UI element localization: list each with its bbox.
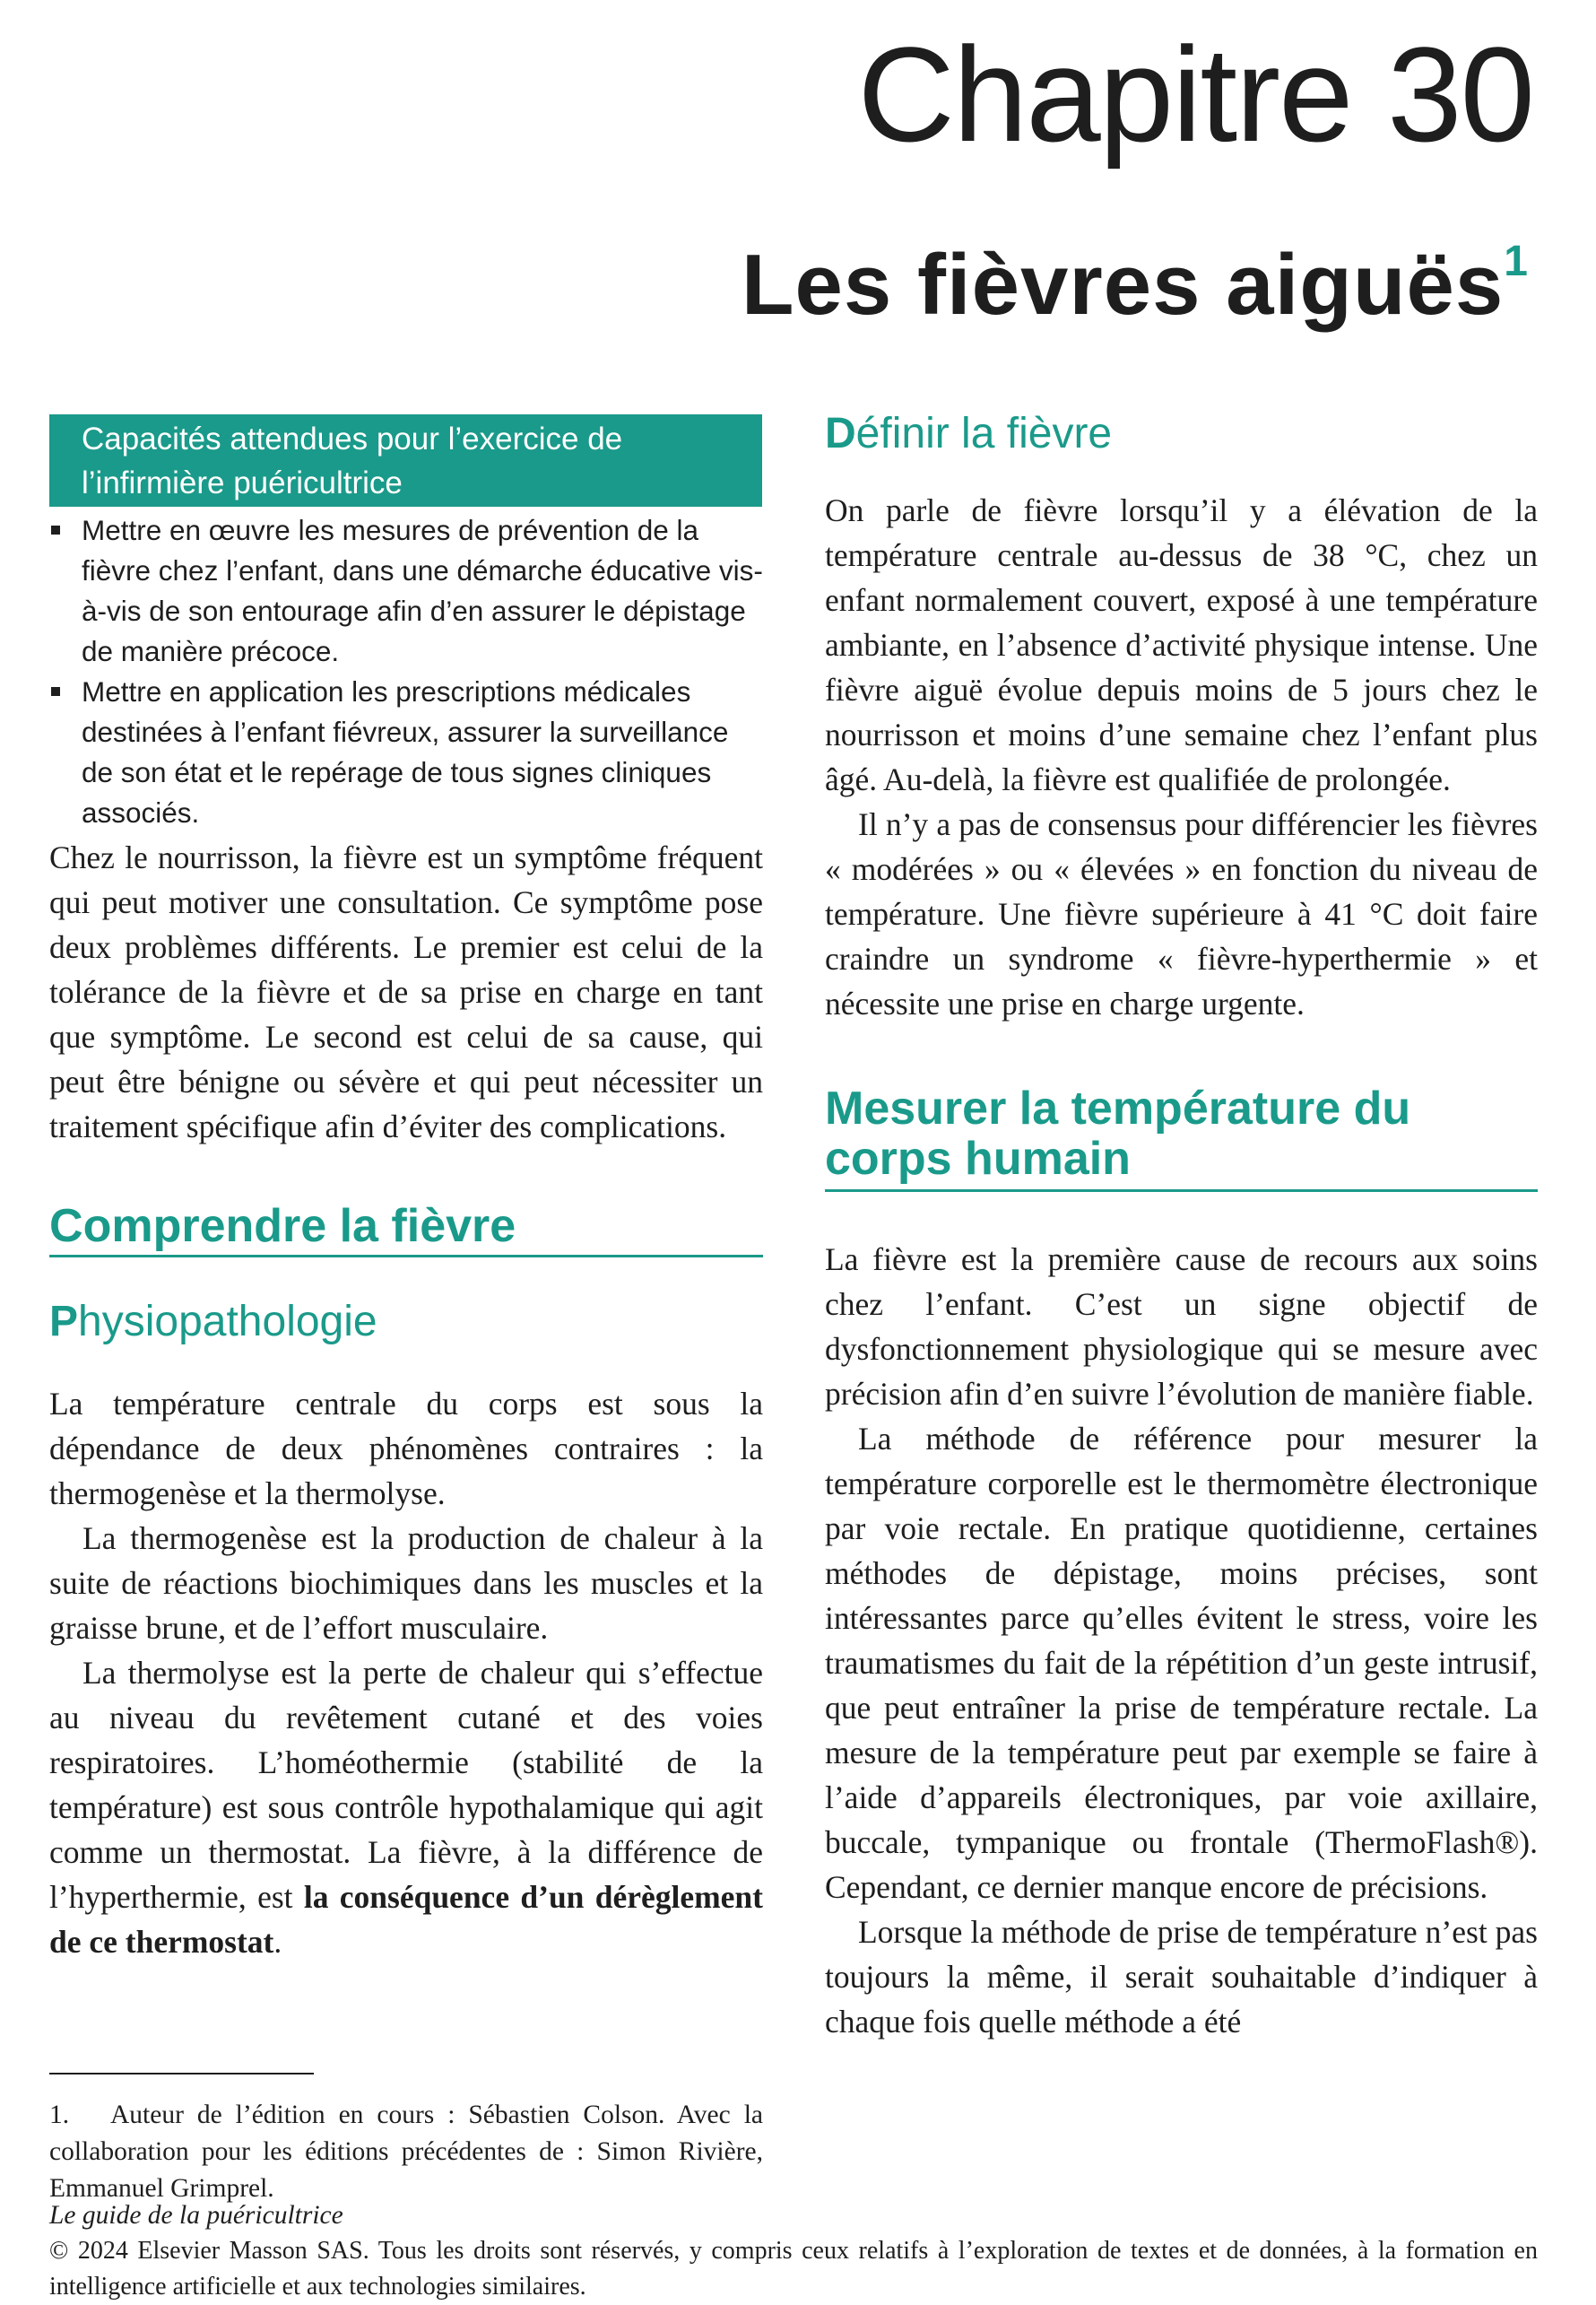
heading-initial: C: [49, 1200, 83, 1252]
chapter-title: [741, 237, 1529, 333]
footnote-divider: [49, 2073, 314, 2074]
chapter-title-text: Les fièvres aiguës: [741, 237, 1505, 333]
footnote-ref[interactable]: 1: [1504, 237, 1529, 285]
paragraph-text: La thermolyse est la perte de chaleur qui s’effectue au niveau du revêtement cutané et des voies respiratoires. L’homéothermie (stabilité de la température) est sous contrôle hypothalamique qui agit comme un thermostat. La fièvre, à la différence de l’hyperthermie, est: [49, 1655, 763, 1915]
section-heading-definir: [825, 409, 1538, 459]
heading-initial: P: [49, 1298, 79, 1345]
left-column: [49, 414, 763, 1964]
footnote-text: Auteur de l’édition en cours : Sébastien Colson. Avec la collaboration pour les éditions précédentes de : Simon Rivière, Emmanuel Grimprel.: [49, 2101, 763, 2203]
paragraph: [49, 1650, 763, 1964]
book-title: Le guide de la puéricultrice: [49, 2201, 343, 2230]
section-heading-mesurer: [825, 1083, 1470, 1187]
copyright-notice: © 2024 Elsevier Masson SAS. Tous les droits sont réservés, y compris ceux relatifs à l’exploration de textes et de données, à la formation en intelligence artificielle et aux technologies similaires.: [49, 2237, 1538, 2301]
section-rule: [825, 1189, 1538, 1192]
objectives-box: [49, 414, 763, 833]
paragraph: La méthode de référence pour mesurer la température corporelle est le thermomètre électronique par voie rectale. En pratique quotidienne, certaines méthodes de dépistage, moins précises, sont intéressantes parce qu’elles évitent le stress, voire les traumatismes du fait de la répétition d’un geste intrusif, que peut entraîner la prise de température rectale. La mesure de la température peut par exemple se faire à l’aide d’appareils électroniques, par voie axillaire, buccale, tympanique ou frontale (ThermoFlash®). Cependant, ce dernier manque encore de précisions.: [825, 1421, 1538, 1905]
objectives-heading: Capacités attendues pour l’exercice de l’infirmière puéricultrice: [49, 414, 762, 507]
footnote-number: 1.: [49, 2101, 70, 2129]
section-heading-comprendre: [49, 1201, 763, 1257]
right-column: [825, 410, 1538, 2044]
paragraph: Il n’y a pas de consensus pour différencier les fièvres « modérées » ou « élevées » en fonction du niveau de température. Une fièvre supérieure à 41 °C doit faire craindre un syndrome « fièvre-hyperthermie » et nécessite une prise en charge urgente.: [825, 806, 1538, 1022]
emphasis-text: la conséquence d’un dérèglement de ce thermostat: [49, 1879, 763, 1960]
heading-rest: éfinir la fièvre: [855, 410, 1113, 457]
objectives-list: [49, 510, 763, 833]
intro-paragraph: Chez le nourrisson, la fièvre est un symptôme fréquent qui peut motiver une consultation. Ce symptôme pose deux problèmes différents. Le premier est celui de la tolérance de la fièvre et de sa prise en charge en tant que symptôme. Le second est celui de sa cause, qui peut être bénigne ou sévère et qui peut nécessiter un traitement spécifique afin d’éviter des complications.: [49, 839, 763, 1144]
footnote: [49, 2097, 763, 2207]
objective-item: Mettre en œuvre les mesures de prévention de la fièvre chez l’enfant, dans une démarche éducative vis-à-vis de son entourage afin d’en assurer le dépistage de manière précoce.: [49, 510, 763, 672]
heading-rest: omprendre la fièvre: [82, 1200, 516, 1252]
paragraph: La température centrale du corps est sous la dépendance de deux phénomènes contraires : la thermogenèse et la thermolyse.: [49, 1386, 763, 1511]
heading-initial: M: [825, 1083, 864, 1135]
subsection-heading-physiopathologie: [49, 1297, 763, 1347]
paragraph: Lorsque la méthode de prise de température n’est pas toujours la même, il serait souhaitable d’indiquer à chaque fois quelle méthode a été: [825, 1914, 1538, 2040]
chapter-label: Chapitre 30: [857, 19, 1533, 170]
paragraph: La thermogenèse est la production de chaleur à la suite de réactions biochimiques dans les muscles et la graisse brune, et de l’effort musculaire.: [49, 1520, 763, 1646]
heading-rest: esurer la température du corps humain: [825, 1083, 1411, 1185]
heading-rest: hysiopathologie: [78, 1298, 377, 1345]
paragraph: On parle de fièvre lorsqu’il y a élévation de la température centrale au-dessus de 38 °C, chez un enfant normalement couvert, exposé à une température ambiante, en l’absence d’activité physique intense. Une fièvre aiguë évolue depuis moins de 5 jours chez le nourrisson et moins d’une semaine chez l’enfant plus âgé. Au-delà, la fièvre est qualifiée de prolongée.: [825, 492, 1538, 797]
heading-initial: D: [825, 410, 856, 457]
objective-item: Mettre en application les prescriptions médicales destinées à l’enfant fiévreux, assurer la surveillance de son état et le repérage de tous signes cliniques associés.: [49, 672, 763, 833]
paragraph-end: .: [273, 1924, 282, 1960]
paragraph: La fièvre est la première cause de recours aux soins chez l’enfant. C’est un signe objectif de dysfonctionnement physiologique qui se mesure avec précision afin d’en suivre l’évolution de manière fiable.: [825, 1241, 1538, 1412]
